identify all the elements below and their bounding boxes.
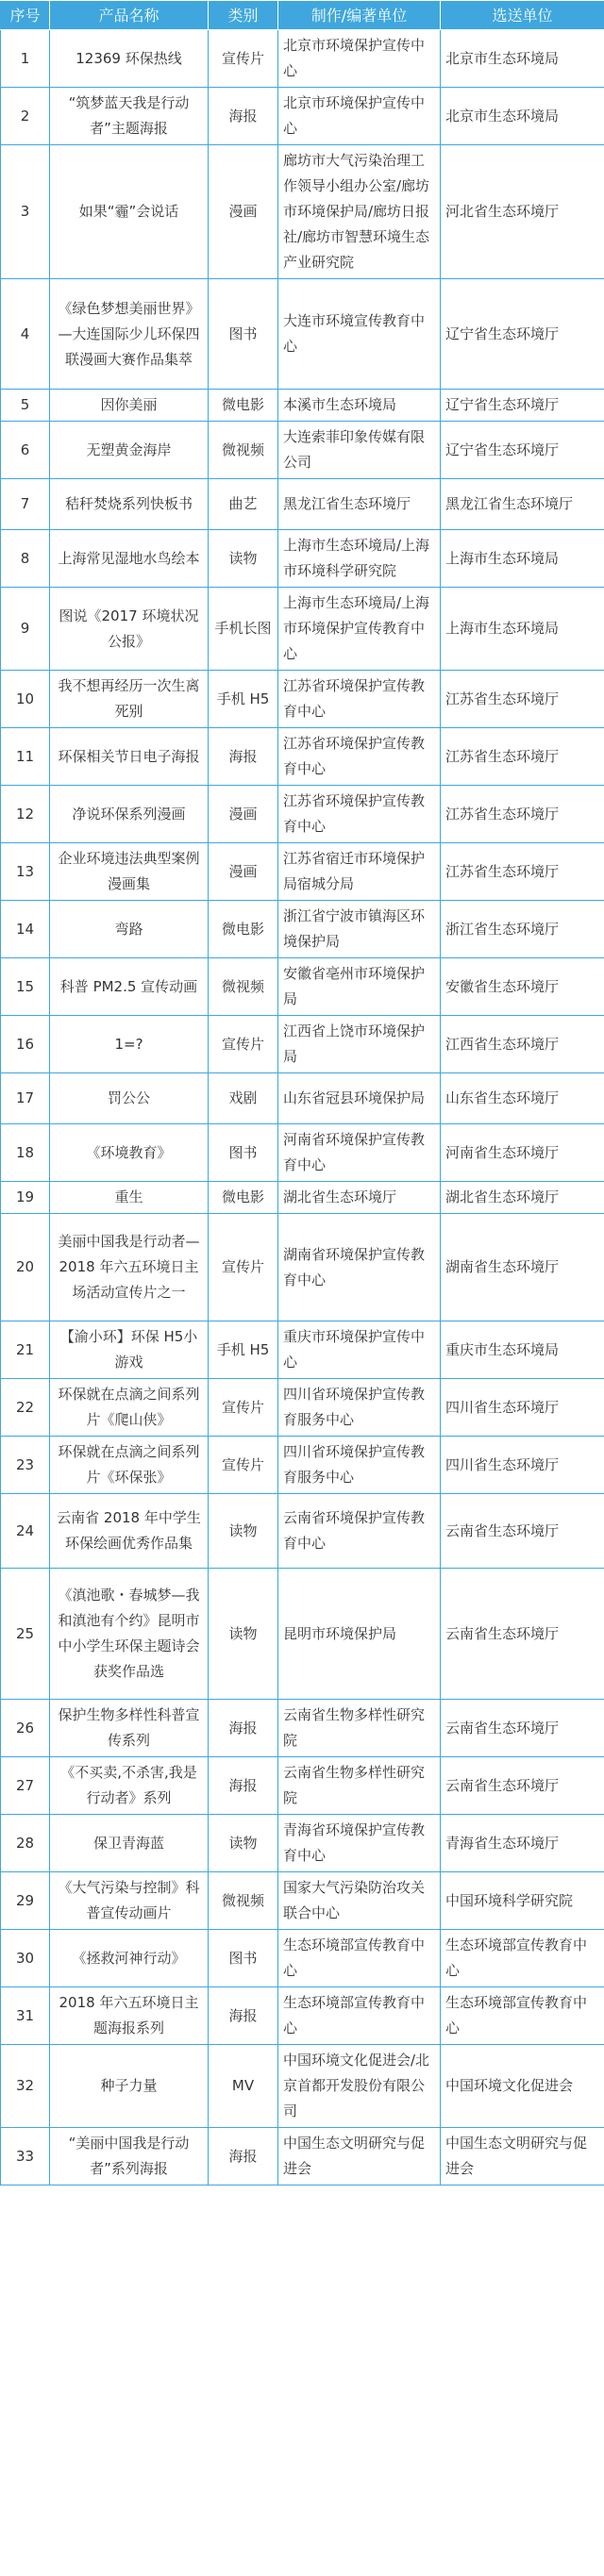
cell-name: 环保就在点滴之间系列片《环保张》 bbox=[50, 1437, 209, 1494]
cell-rec: 中国生态文明研究与促进会 bbox=[441, 2128, 604, 2185]
cell-unit: 河南省环境保护宣传教育中心 bbox=[278, 1124, 441, 1182]
cell-rec: 青海省生态环境厅 bbox=[441, 1815, 604, 1872]
cell-unit: 大连索菲印象传媒有限公司 bbox=[278, 422, 441, 479]
cell-name: 《滇池歌・春城梦—我和滇池有个约》昆明市中小学生环保主题诗会获奖作品选 bbox=[50, 1569, 209, 1700]
cell-type: 宣传片 bbox=[209, 1214, 278, 1321]
table-row bbox=[1, 1437, 604, 1494]
cell-rec: 湖北省生态环境厅 bbox=[441, 1182, 604, 1214]
cell-name: 美丽中国我是行动者—2018 年六五环境日主场活动宣传片之一 bbox=[50, 1214, 209, 1321]
cell-type: 海报 bbox=[209, 1987, 278, 2045]
cell-unit: 山东省冠县环境保护局 bbox=[278, 1073, 441, 1124]
table-row bbox=[1, 1124, 604, 1182]
table-row bbox=[1, 1872, 604, 1930]
cell-name: 重生 bbox=[50, 1182, 209, 1214]
cell-unit: 江苏省环境保护宣传教育中心 bbox=[278, 786, 441, 843]
header-unit: 制作/编著单位 bbox=[278, 1, 441, 30]
cell-type: 曲艺 bbox=[209, 479, 278, 530]
table-row bbox=[1, 479, 604, 530]
cell-type: 手机长图 bbox=[209, 588, 278, 671]
cell-unit: 云南省生物多样性研究院 bbox=[278, 1757, 441, 1815]
cell-name: 《绿色梦想美丽世界》—大连国际少儿环保四联漫画大赛作品集萃 bbox=[50, 279, 209, 390]
table-row bbox=[1, 1494, 604, 1569]
cell-name: 《环境教育》 bbox=[50, 1124, 209, 1182]
header-row bbox=[1, 1, 604, 30]
cell-rec: 中国环境科学研究院 bbox=[441, 1872, 604, 1930]
cell-rec: 北京市生态环境局 bbox=[441, 88, 604, 145]
cell-no: 11 bbox=[1, 728, 50, 786]
cell-unit: 湖北省生态环境厅 bbox=[278, 1182, 441, 1214]
cell-name: “筑梦蓝天我是行动者”主题海报 bbox=[50, 88, 209, 145]
cell-name: 环保相关节日电子海报 bbox=[50, 728, 209, 786]
table-row bbox=[1, 279, 604, 390]
table-row bbox=[1, 901, 604, 958]
table-row bbox=[1, 1987, 604, 2045]
cell-rec: 浙江省生态环境厅 bbox=[441, 901, 604, 958]
cell-no: 4 bbox=[1, 279, 50, 390]
cell-type: 宣传片 bbox=[209, 1379, 278, 1437]
cell-no: 33 bbox=[1, 2128, 50, 2185]
cell-name: 罚公公 bbox=[50, 1073, 209, 1124]
cell-rec: 辽宁省生态环境厅 bbox=[441, 390, 604, 422]
cell-no: 3 bbox=[1, 145, 50, 279]
cell-no: 17 bbox=[1, 1073, 50, 1124]
cell-rec: 山东省生态环境厅 bbox=[441, 1073, 604, 1124]
cell-unit: 大连市环境宣传教育中心 bbox=[278, 279, 441, 390]
cell-rec: 湖南省生态环境厅 bbox=[441, 1214, 604, 1321]
header-rec: 选送单位 bbox=[441, 1, 604, 30]
cell-no: 16 bbox=[1, 1016, 50, 1073]
table-row bbox=[1, 958, 604, 1016]
table-row bbox=[1, 1016, 604, 1073]
cell-name: 净说环保系列漫画 bbox=[50, 786, 209, 843]
table-body bbox=[1, 30, 604, 2185]
cell-type: 海报 bbox=[209, 88, 278, 145]
cell-type: 读物 bbox=[209, 1494, 278, 1569]
table-row bbox=[1, 1073, 604, 1124]
cell-rec: 辽宁省生态环境厅 bbox=[441, 279, 604, 390]
cell-type: 海报 bbox=[209, 728, 278, 786]
cell-name: 《大气污染与控制》科普宣传动画片 bbox=[50, 1872, 209, 1930]
header-no: 序号 bbox=[1, 1, 50, 30]
cell-name: “美丽中国我是行动者”系列海报 bbox=[50, 2128, 209, 2185]
cell-type: 微电影 bbox=[209, 390, 278, 422]
table-row bbox=[1, 88, 604, 145]
cell-rec: 四川省生态环境厅 bbox=[441, 1379, 604, 1437]
table-row bbox=[1, 843, 604, 901]
table-row bbox=[1, 1815, 604, 1872]
table-row bbox=[1, 671, 604, 728]
cell-rec: 云南省生态环境厅 bbox=[441, 1494, 604, 1569]
cell-unit: 湖南省环境保护宣传教育中心 bbox=[278, 1214, 441, 1321]
cell-unit: 四川省环境保护宣传教育服务中心 bbox=[278, 1379, 441, 1437]
table-row bbox=[1, 1700, 604, 1757]
cell-no: 28 bbox=[1, 1815, 50, 1872]
cell-unit: 青海省环境保护宣传教育中心 bbox=[278, 1815, 441, 1872]
cell-unit: 江苏省宿迁市环境保护局宿城分局 bbox=[278, 843, 441, 901]
cell-no: 2 bbox=[1, 88, 50, 145]
cell-type: 微电影 bbox=[209, 1182, 278, 1214]
table-row bbox=[1, 1379, 604, 1437]
header-name: 产品名称 bbox=[50, 1, 209, 30]
cell-name: 保护生物多样性科普宣传系列 bbox=[50, 1700, 209, 1757]
cell-rec: 黑龙江省生态环境厅 bbox=[441, 479, 604, 530]
cell-rec: 江苏省生态环境厅 bbox=[441, 843, 604, 901]
table-row bbox=[1, 2128, 604, 2185]
cell-rec: 河南省生态环境厅 bbox=[441, 1124, 604, 1182]
cell-rec: 江苏省生态环境厅 bbox=[441, 671, 604, 728]
cell-no: 9 bbox=[1, 588, 50, 671]
cell-rec: 生态环境部宣传教育中心 bbox=[441, 1987, 604, 2045]
cell-no: 27 bbox=[1, 1757, 50, 1815]
cell-name: 1=? bbox=[50, 1016, 209, 1073]
cell-rec: 生态环境部宣传教育中心 bbox=[441, 1930, 604, 1987]
cell-unit: 云南省环境保护宣传教育中心 bbox=[278, 1494, 441, 1569]
cell-no: 5 bbox=[1, 390, 50, 422]
cell-no: 8 bbox=[1, 530, 50, 588]
cell-rec: 北京市生态环境局 bbox=[441, 30, 604, 88]
cell-unit: 浙江省宁波市镇海区环境保护局 bbox=[278, 901, 441, 958]
cell-unit: 黑龙江省生态环境厅 bbox=[278, 479, 441, 530]
cell-unit: 中国环境文化促进会/北京首都开发股份有限公司 bbox=[278, 2045, 441, 2128]
cell-type: 微电影 bbox=[209, 901, 278, 958]
cell-no: 19 bbox=[1, 1182, 50, 1214]
cell-no: 30 bbox=[1, 1930, 50, 1987]
cell-no: 31 bbox=[1, 1987, 50, 2045]
cell-unit: 昆明市环境保护局 bbox=[278, 1569, 441, 1700]
table-row bbox=[1, 2045, 604, 2128]
cell-rec: 江苏省生态环境厅 bbox=[441, 728, 604, 786]
table-row bbox=[1, 145, 604, 279]
cell-unit: 江苏省环境保护宣传教育中心 bbox=[278, 728, 441, 786]
cell-rec: 河北省生态环境厅 bbox=[441, 145, 604, 279]
cell-name: 企业环境违法典型案例漫画集 bbox=[50, 843, 209, 901]
table-row bbox=[1, 588, 604, 671]
cell-rec: 重庆市生态环境局 bbox=[441, 1321, 604, 1379]
cell-no: 13 bbox=[1, 843, 50, 901]
cell-name: 环保就在点滴之间系列片《爬山侠》 bbox=[50, 1379, 209, 1437]
cell-unit: 云南省生物多样性研究院 bbox=[278, 1700, 441, 1757]
cell-rec: 辽宁省生态环境厅 bbox=[441, 422, 604, 479]
table-row bbox=[1, 1757, 604, 1815]
cell-no: 14 bbox=[1, 901, 50, 958]
header-type: 类别 bbox=[209, 1, 278, 30]
cell-rec: 安徽省生态环境厅 bbox=[441, 958, 604, 1016]
cell-name: 我不想再经历一次生离死别 bbox=[50, 671, 209, 728]
table-row bbox=[1, 390, 604, 422]
cell-unit: 北京市环境保护宣传中心 bbox=[278, 88, 441, 145]
cell-unit: 四川省环境保护宣传教育服务中心 bbox=[278, 1437, 441, 1494]
table-row bbox=[1, 1214, 604, 1321]
cell-type: 微视频 bbox=[209, 422, 278, 479]
cell-type: 海报 bbox=[209, 1757, 278, 1815]
cell-type: 手机 H5 bbox=[209, 1321, 278, 1379]
table-row bbox=[1, 1569, 604, 1700]
cell-type: 宣传片 bbox=[209, 1437, 278, 1494]
cell-type: 微视频 bbox=[209, 1872, 278, 1930]
cell-no: 1 bbox=[1, 30, 50, 88]
cell-type: 读物 bbox=[209, 1815, 278, 1872]
cell-name: 因你美丽 bbox=[50, 390, 209, 422]
cell-unit: 上海市生态环境局/上海市环境科学研究院 bbox=[278, 530, 441, 588]
cell-no: 21 bbox=[1, 1321, 50, 1379]
cell-name: 云南省 2018 年中学生环保绘画优秀作品集 bbox=[50, 1494, 209, 1569]
cell-type: 图书 bbox=[209, 1930, 278, 1987]
cell-name: 图说《2017 环境状况公报》 bbox=[50, 588, 209, 671]
table-row bbox=[1, 1930, 604, 1987]
cell-unit: 生态环境部宣传教育中心 bbox=[278, 1987, 441, 2045]
cell-no: 18 bbox=[1, 1124, 50, 1182]
cell-no: 25 bbox=[1, 1569, 50, 1700]
cell-unit: 国家大气污染防治攻关联合中心 bbox=[278, 1872, 441, 1930]
cell-name: 秸秆焚烧系列快板书 bbox=[50, 479, 209, 530]
cell-unit: 江苏省环境保护宣传教育中心 bbox=[278, 671, 441, 728]
cell-type: 宣传片 bbox=[209, 30, 278, 88]
cell-rec: 中国环境文化促进会 bbox=[441, 2045, 604, 2128]
cell-type: 海报 bbox=[209, 1700, 278, 1757]
cell-name: 如果“霾”会说话 bbox=[50, 145, 209, 279]
cell-rec: 云南省生态环境厅 bbox=[441, 1700, 604, 1757]
cell-no: 12 bbox=[1, 786, 50, 843]
table-row bbox=[1, 728, 604, 786]
cell-type: 宣传片 bbox=[209, 1016, 278, 1073]
table-row bbox=[1, 30, 604, 88]
cell-type: MV bbox=[209, 2045, 278, 2128]
cell-type: 图书 bbox=[209, 1124, 278, 1182]
cell-unit: 北京市环境保护宣传中心 bbox=[278, 30, 441, 88]
cell-name: 12369 环保热线 bbox=[50, 30, 209, 88]
table-header bbox=[1, 1, 604, 30]
table-row bbox=[1, 1321, 604, 1379]
cell-type: 海报 bbox=[209, 2128, 278, 2185]
cell-unit: 廊坊市大气污染治理工作领导小组办公室/廊坊市环境保护局/廊坊日报社/廊坊市智慧环境生态产业研究院 bbox=[278, 145, 441, 279]
cell-type: 漫画 bbox=[209, 786, 278, 843]
cell-no: 20 bbox=[1, 1214, 50, 1321]
cell-no: 6 bbox=[1, 422, 50, 479]
cell-name: 2018 年六五环境日主题海报系列 bbox=[50, 1987, 209, 2045]
cell-no: 10 bbox=[1, 671, 50, 728]
cell-type: 漫画 bbox=[209, 145, 278, 279]
cell-rec: 上海市生态环境局 bbox=[441, 530, 604, 588]
cell-unit: 上海市生态环境局/上海市环境保护宣传教育中心 bbox=[278, 588, 441, 671]
cell-type: 戏剧 bbox=[209, 1073, 278, 1124]
table-row bbox=[1, 422, 604, 479]
cell-no: 26 bbox=[1, 1700, 50, 1757]
cell-name: 无塑黄金海岸 bbox=[50, 422, 209, 479]
cell-rec: 上海市生态环境局 bbox=[441, 588, 604, 671]
cell-rec: 云南省生态环境厅 bbox=[441, 1757, 604, 1815]
cell-type: 图书 bbox=[209, 279, 278, 390]
cell-no: 23 bbox=[1, 1437, 50, 1494]
cell-no: 7 bbox=[1, 479, 50, 530]
cell-type: 读物 bbox=[209, 1569, 278, 1700]
cell-no: 32 bbox=[1, 2045, 50, 2128]
cell-unit: 重庆市环境保护宣传中心 bbox=[278, 1321, 441, 1379]
cell-rec: 江西省生态环境厅 bbox=[441, 1016, 604, 1073]
cell-type: 漫画 bbox=[209, 843, 278, 901]
cell-unit: 江西省上饶市环境保护局 bbox=[278, 1016, 441, 1073]
cell-type: 微视频 bbox=[209, 958, 278, 1016]
cell-rec: 云南省生态环境厅 bbox=[441, 1569, 604, 1700]
table-row bbox=[1, 1182, 604, 1214]
cell-name: 弯路 bbox=[50, 901, 209, 958]
cell-type: 读物 bbox=[209, 530, 278, 588]
cell-name: 科普 PM2.5 宣传动画 bbox=[50, 958, 209, 1016]
cell-name: 种子力量 bbox=[50, 2045, 209, 2128]
cell-unit: 中国生态文明研究与促进会 bbox=[278, 2128, 441, 2185]
cell-unit: 安徽省亳州市环境保护局 bbox=[278, 958, 441, 1016]
cell-rec: 江苏省生态环境厅 bbox=[441, 786, 604, 843]
cell-no: 29 bbox=[1, 1872, 50, 1930]
cell-name: 《不买卖,不杀害,我是行动者》系列 bbox=[50, 1757, 209, 1815]
cell-unit: 本溪市生态环境局 bbox=[278, 390, 441, 422]
cell-no: 22 bbox=[1, 1379, 50, 1437]
cell-name: 《拯救河神行动》 bbox=[50, 1930, 209, 1987]
cell-unit: 生态环境部宣传教育中心 bbox=[278, 1930, 441, 1987]
table-row bbox=[1, 530, 604, 588]
cell-no: 15 bbox=[1, 958, 50, 1016]
cell-no: 24 bbox=[1, 1494, 50, 1569]
cell-rec: 四川省生态环境厅 bbox=[441, 1437, 604, 1494]
cell-name: 上海常见湿地水鸟绘本 bbox=[50, 530, 209, 588]
cell-name: 保卫青海蓝 bbox=[50, 1815, 209, 1872]
cell-type: 手机 H5 bbox=[209, 671, 278, 728]
cell-name: 【渝小环】环保 H5小游戏 bbox=[50, 1321, 209, 1379]
table-row bbox=[1, 786, 604, 843]
